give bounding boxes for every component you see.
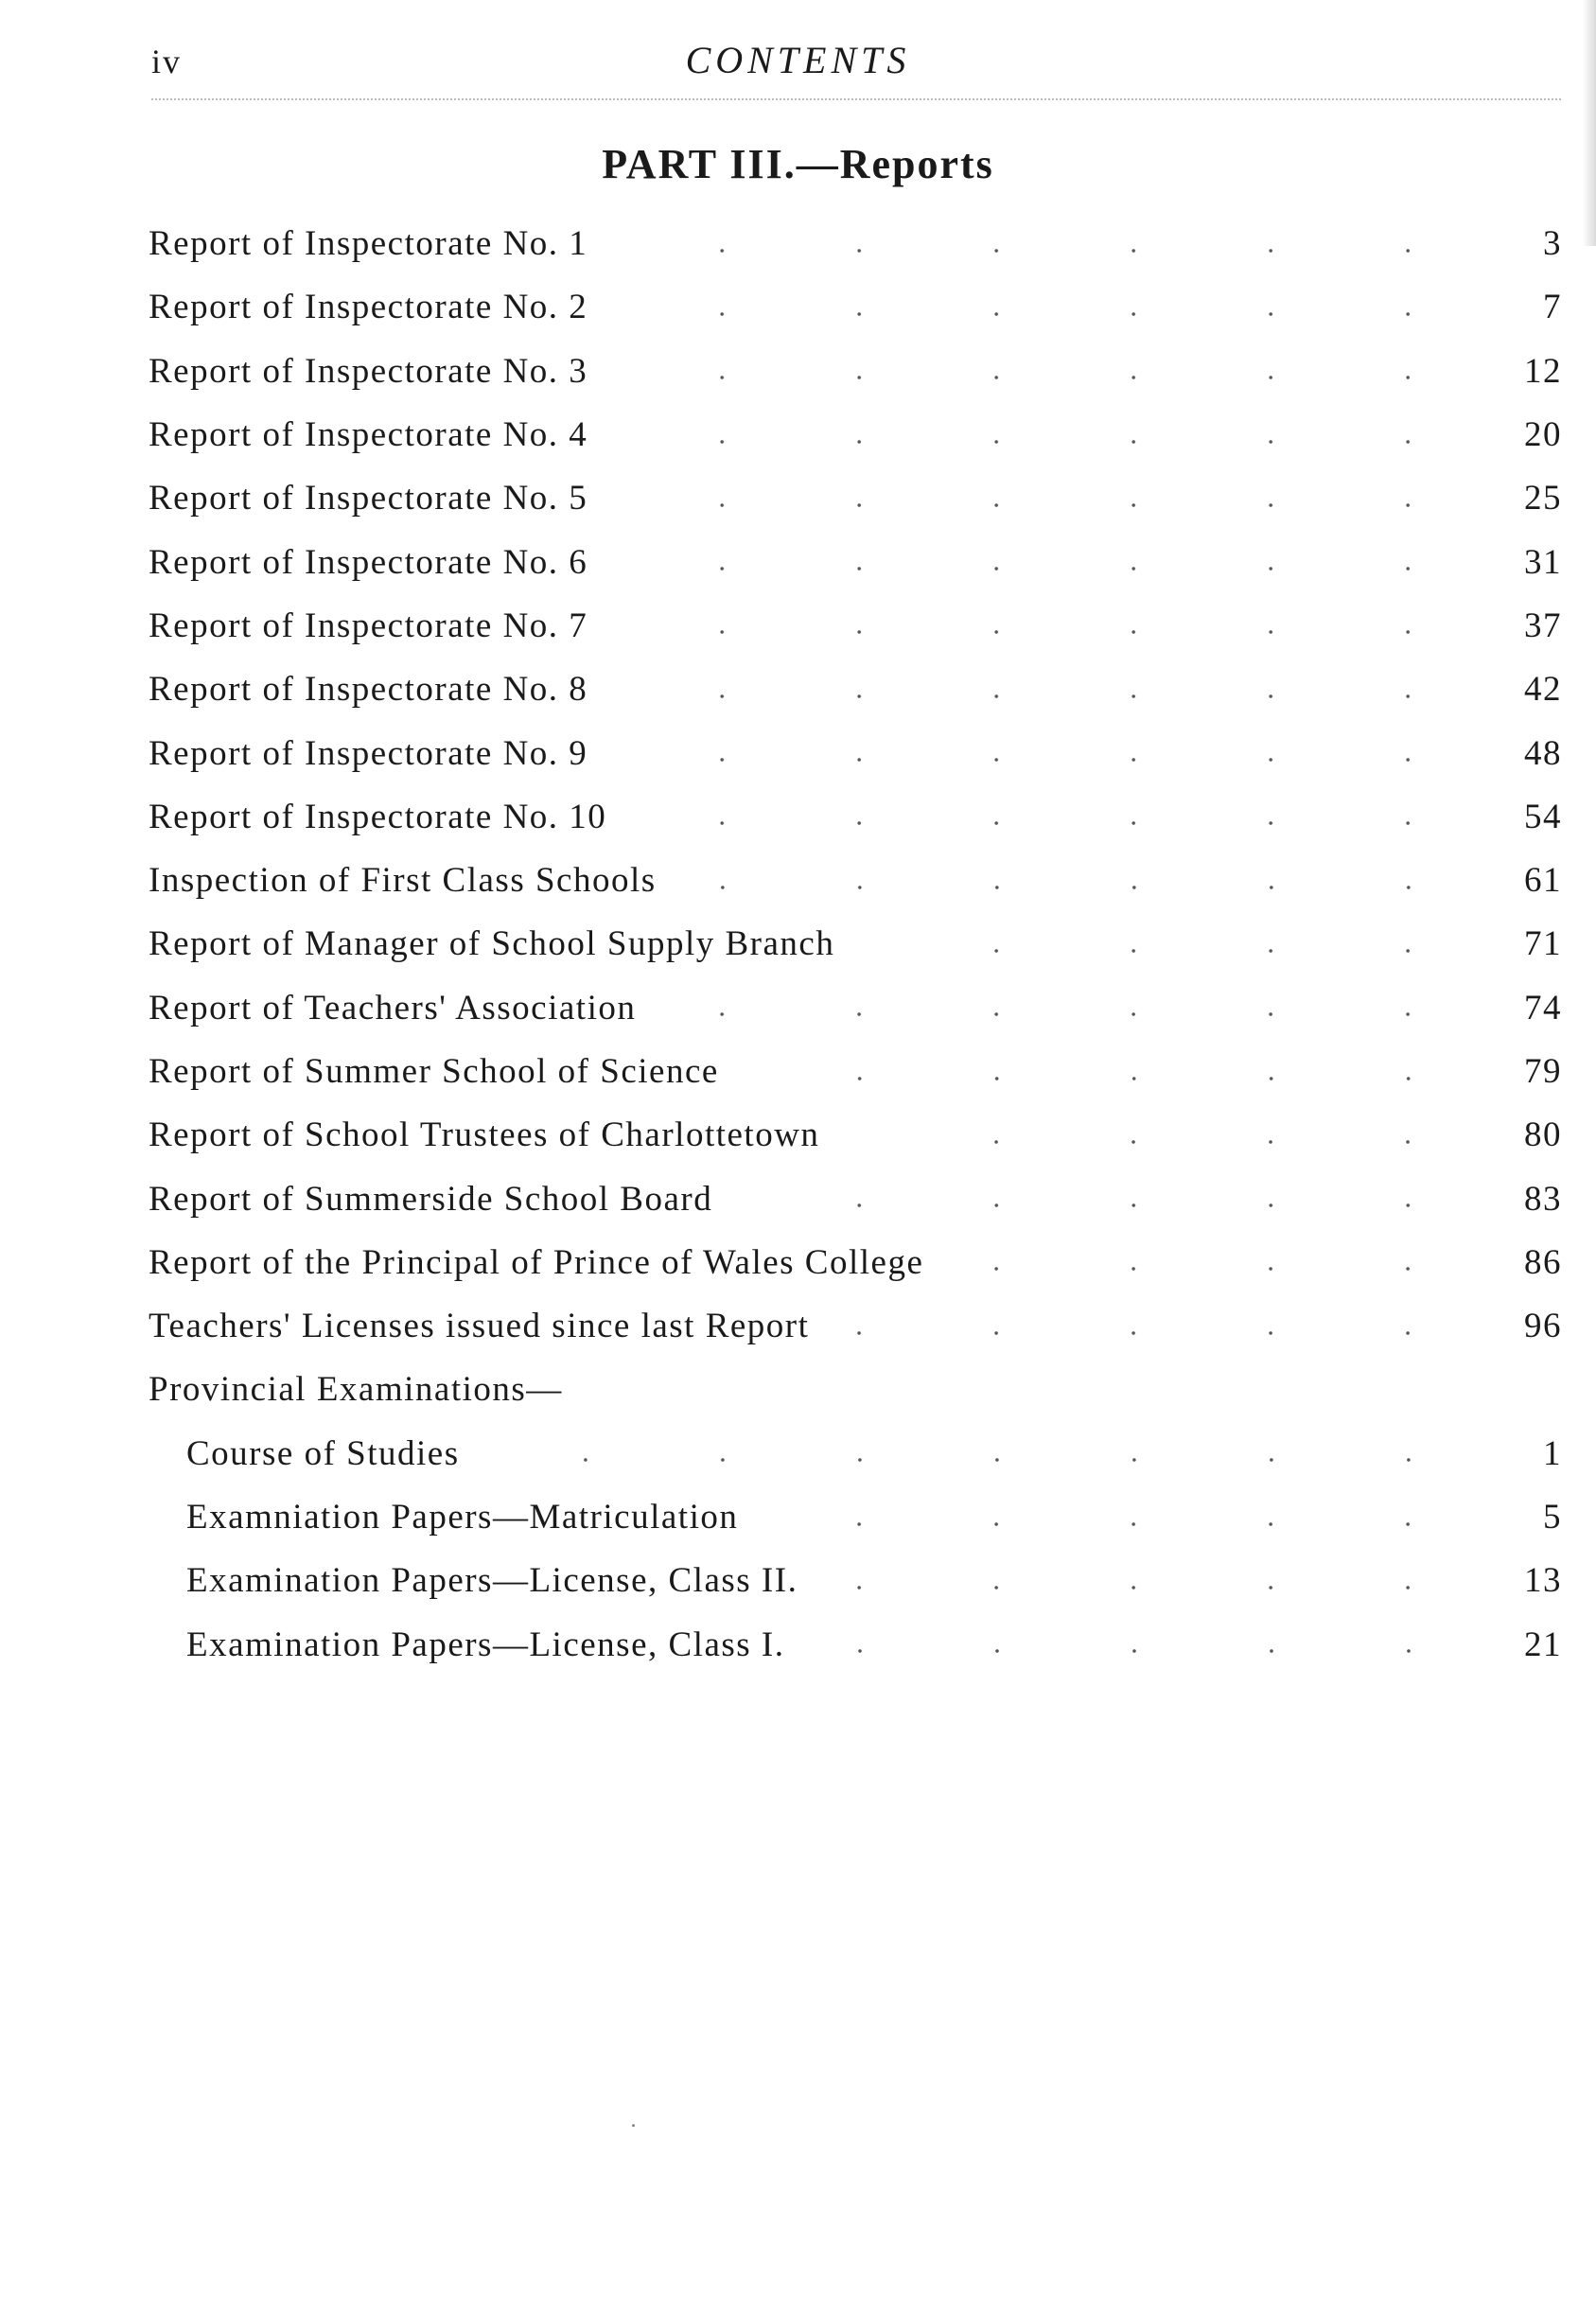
toc-entry-page: 48 (1524, 733, 1562, 773)
toc-entry (149, 466, 1562, 530)
toc-entry-page: 7 (1543, 288, 1562, 327)
page-speck (632, 2124, 635, 2127)
toc-dot-leader (758, 1202, 1477, 1209)
toc-entry (149, 275, 1562, 339)
toc-entry-title: Report of School Trustees of Charlottetown (149, 1115, 827, 1155)
toc-entry-page: 25 (1524, 479, 1562, 518)
toc-entry (149, 212, 1562, 275)
toc-entry-title: Report of Inspectorate No. 6 (149, 542, 595, 583)
toc-dot-leader (652, 819, 1477, 827)
toc-dot-leader (880, 947, 1477, 955)
toc-entry-page: 12 (1524, 351, 1562, 391)
toc-dot-leader (633, 247, 1477, 255)
page-number: iv (151, 43, 183, 80)
toc-dot-leader (608, 1393, 1477, 1400)
toc-entry-page: 5 (1543, 1498, 1562, 1537)
toc-entry (149, 1294, 1562, 1358)
toc-entry-title: Examination Papers—License, Class II. (149, 1560, 805, 1601)
toc-entry-page: 79 (1524, 1052, 1562, 1091)
toc-dot-leader (865, 1138, 1477, 1146)
toc-entry (149, 721, 1562, 784)
page-edge-shadow (1583, 0, 1596, 246)
toc-entry (149, 530, 1562, 593)
toc-dot-leader (633, 374, 1477, 381)
toc-dot-leader (633, 756, 1477, 764)
toc-dot-leader (764, 1075, 1477, 1082)
toc-entry (149, 1613, 1562, 1677)
toc-entry-page: 37 (1524, 606, 1562, 645)
toc-entry (149, 1231, 1562, 1294)
toc-entry-title: Provincial Examinations— (149, 1369, 570, 1410)
toc-entry-page: 21 (1524, 1625, 1562, 1664)
toc-entry (149, 340, 1562, 403)
toc-dot-leader (681, 1010, 1477, 1018)
toc-entry-page: 71 (1524, 924, 1562, 964)
toc-entry (149, 785, 1562, 849)
toc-dot-leader (831, 1647, 1477, 1655)
toc-entry-page: 96 (1524, 1307, 1562, 1346)
toc-entry-page: 54 (1524, 797, 1562, 836)
section-heading: PART III.—Reports (602, 141, 994, 187)
toc-entry (149, 1040, 1562, 1103)
toc-entry (149, 1103, 1562, 1167)
toc-entry-title: Examination Papers—License, Class I. (149, 1625, 793, 1665)
toc-entry-title: Inspection of First Class Schools (149, 860, 664, 901)
toc-entry-page: 80 (1524, 1115, 1562, 1155)
toc-entry-title: Report of Inspectorate No. 5 (149, 478, 595, 518)
toc-entry-page: 1 (1543, 1433, 1562, 1473)
toc-entry (149, 1485, 1562, 1549)
toc-entry (149, 912, 1562, 975)
toc-dot-leader (633, 438, 1477, 446)
toc-dot-leader (633, 565, 1477, 572)
table-of-contents (149, 212, 1562, 1677)
toc-dot-leader (702, 884, 1477, 891)
toc-entry-title: Report of Inspectorate No. 4 (149, 414, 595, 455)
toc-entry (149, 976, 1562, 1040)
toc-entry-title: Teachers' Licenses issued since last Report (149, 1306, 816, 1346)
toc-entry-title: Report of Inspectorate No. 2 (149, 287, 595, 327)
toc-entry-page: 20 (1524, 415, 1562, 455)
toc-entry-page: 42 (1524, 670, 1562, 710)
toc-entry (149, 1167, 1562, 1230)
toc-entry (149, 1358, 1562, 1421)
toc-entry-title: Report of Manager of School Supply Branch (149, 923, 842, 964)
toc-dot-leader (783, 1520, 1477, 1528)
running-title: CONTENTS (685, 39, 911, 81)
toc-entry-title: Examniation Papers—Matriculation (149, 1497, 745, 1537)
toc-entry-title: Report of Summer School of Science (149, 1051, 727, 1092)
toc-dot-leader (505, 1456, 1477, 1464)
toc-entry-page: 74 (1524, 988, 1562, 1028)
toc-entry-page: 86 (1524, 1242, 1562, 1282)
toc-dot-leader (633, 501, 1477, 509)
toc-dot-leader (969, 1265, 1477, 1273)
toc-dot-leader (633, 693, 1477, 700)
toc-entry-title: Report of Inspectorate No. 10 (149, 797, 614, 837)
header-rule (151, 98, 1561, 100)
toc-entry (149, 594, 1562, 658)
toc-entry (149, 403, 1562, 466)
toc-entry-title: Report of Inspectorate No. 3 (149, 351, 595, 392)
toc-dot-leader (633, 628, 1477, 636)
toc-entry-title: Report of Summerside School Board (149, 1179, 720, 1220)
toc-entry-title: Report of the Principal of Prince of Wales College (149, 1242, 931, 1283)
toc-dot-leader (633, 310, 1477, 318)
toc-entry-title: Report of Inspectorate No. 1 (149, 223, 595, 264)
toc-entry-page: 31 (1524, 542, 1562, 582)
toc-dot-leader (843, 1584, 1477, 1591)
toc-entry-title: Report of Inspectorate No. 8 (149, 669, 595, 710)
toc-entry-page: 61 (1524, 861, 1562, 901)
toc-entry-title: Course of Studies (149, 1433, 467, 1474)
toc-entry-title: Report of Teachers' Association (149, 988, 643, 1028)
toc-entry-title: Report of Inspectorate No. 9 (149, 733, 595, 774)
toc-dot-leader (854, 1329, 1477, 1337)
toc-entry-title: Report of Inspectorate No. 7 (149, 606, 595, 646)
toc-entry (149, 658, 1562, 721)
toc-entry-page: 3 (1543, 224, 1562, 264)
toc-entry-page: 13 (1524, 1561, 1562, 1601)
toc-entry (149, 1549, 1562, 1612)
toc-entry-page: 83 (1524, 1179, 1562, 1219)
toc-entry (149, 849, 1562, 912)
toc-entry (149, 1422, 1562, 1485)
